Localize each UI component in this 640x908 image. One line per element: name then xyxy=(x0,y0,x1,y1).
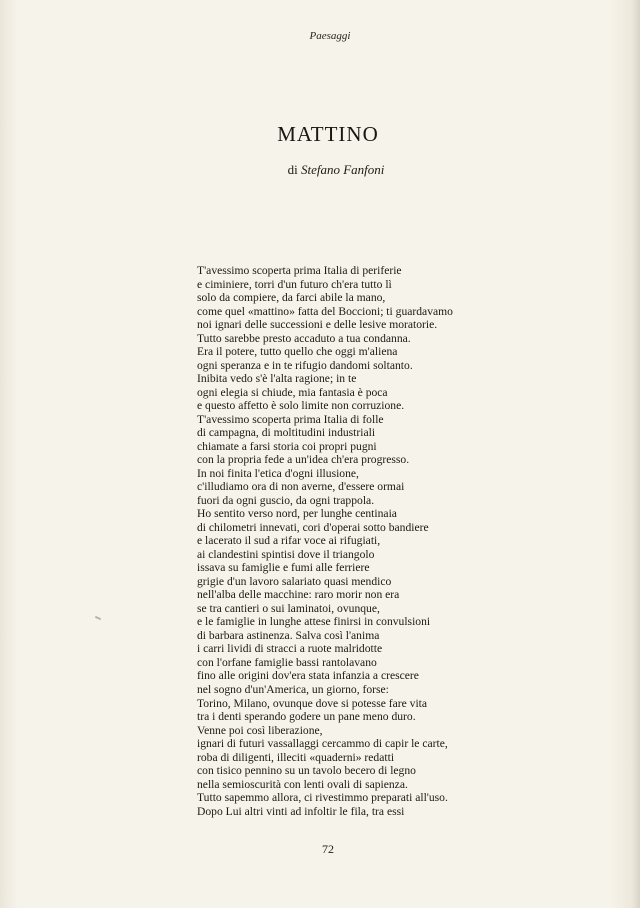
poem-line: nel sogno d'un'America, un giorno, forse: xyxy=(197,682,389,696)
poem-line: T'avessimo scoperta prima Italia di folle xyxy=(197,412,384,426)
poem-line: c'illudiamo ora di non averne, d'essere ormai xyxy=(197,480,405,494)
poem-line: ogni elegia si chiude, mia fantasia è poca xyxy=(197,385,388,399)
poem-line: Inibita vedo s'è l'alta ragione; in te xyxy=(197,372,357,386)
poem-line: tra i denti sperando godere un pane meno duro. xyxy=(197,710,416,724)
poem-line: Torino, Milano, ovunque dove si potesse fare vita xyxy=(197,696,428,710)
poem-line: issava su famiglie e fumi alle ferriere xyxy=(197,561,370,575)
running-head: Paesaggi xyxy=(309,30,351,42)
poem-line: noi ignari delle successioni e delle lesive moratorie. xyxy=(197,318,438,332)
poem-line: nell'alba delle macchine: raro morir non era xyxy=(197,588,400,602)
poem-line: nella semioscurità con lenti ovali di sapienza. xyxy=(197,777,408,791)
byline xyxy=(0,162,640,178)
poem-title: MATTINO xyxy=(277,122,379,146)
byline-prefix: di xyxy=(287,162,298,177)
poem-body xyxy=(197,264,497,818)
poem-line: Tutto sapemmo allora, ci rivestimmo preparati all'uso. xyxy=(197,791,448,805)
poem-line: fuori da ogni guscio, da ogni trappola. xyxy=(197,493,375,507)
poem-line: Ho sentito verso nord, per lunghe centinaia xyxy=(197,507,397,521)
poem-line: chiamate a farsi storia coi propri pugni xyxy=(197,439,377,453)
poem-line: ogni speranza e in te rifugio dandomi soltanto. xyxy=(197,358,413,372)
poem-line: come quel «mattino» fatta del Boccioni; ti guardavamo xyxy=(197,304,453,318)
paper-speck xyxy=(95,616,101,620)
poem-line: i carri lividi di stracci a ruote malridotte xyxy=(197,642,383,656)
page-number: 72 xyxy=(322,842,334,856)
poem-line: Era il potere, tutto quello che oggi m'aliena xyxy=(197,345,398,359)
poem-line: con la propria fede a un'idea ch'era progresso. xyxy=(197,453,410,467)
poem-line: solo da compiere, da farci abile la mano, xyxy=(197,291,386,305)
poem-line: roba di diligenti, illeciti «quaderni» redatti xyxy=(197,750,395,764)
author-name: Stefano Fanfoni xyxy=(300,162,385,177)
poem-line: In noi finita l'etica d'ogni illusione, xyxy=(197,466,359,480)
poem-line: con l'orfane famiglie bassi rantolavano xyxy=(197,655,377,669)
poem-line: Tutto sarebbe presto accaduto a tua condanna. xyxy=(197,331,411,345)
poem-line: ignari di futuri vassallaggi cercammo di capir le carte, xyxy=(197,737,448,751)
poem-line: grigie d'un lavoro salariato quasi mendico xyxy=(197,574,392,588)
poem-line: di campagna, di moltitudini industriali xyxy=(197,426,376,440)
poem-line: T'avessimo scoperta prima Italia di periferie xyxy=(197,264,402,277)
poem-line: Dopo Lui altri vinti ad infoltir le fila, tra essi xyxy=(197,804,405,818)
poem-line: ai clandestini spintisi dove il triangolo xyxy=(197,547,375,561)
poem-line: e lacerato il sud a rifar voce ai rifugiati, xyxy=(197,534,381,548)
poem-line: se tra cantieri o sui laminatoi, ovunque, xyxy=(197,601,380,615)
poem-line: di chilometri innevati, cori d'operai sotto bandiere xyxy=(197,520,429,534)
poem-line: Venne poi così liberazione, xyxy=(197,723,323,737)
poem-line: con tisico pennino su un tavolo becero di legno xyxy=(197,764,416,778)
poem-line: e ciminiere, torri d'un futuro ch'era tutto lì xyxy=(197,277,392,291)
poem-line: di barbara astinenza. Salva così l'anima xyxy=(197,628,380,642)
poem-line: e le famiglie in lunghe attese finirsi in convulsioni xyxy=(197,615,431,629)
poem-line: fino alle origini dov'era stata infanzia a crescere xyxy=(197,669,419,683)
poem-line: e questo affetto è solo limite non corruzione. xyxy=(197,399,405,413)
